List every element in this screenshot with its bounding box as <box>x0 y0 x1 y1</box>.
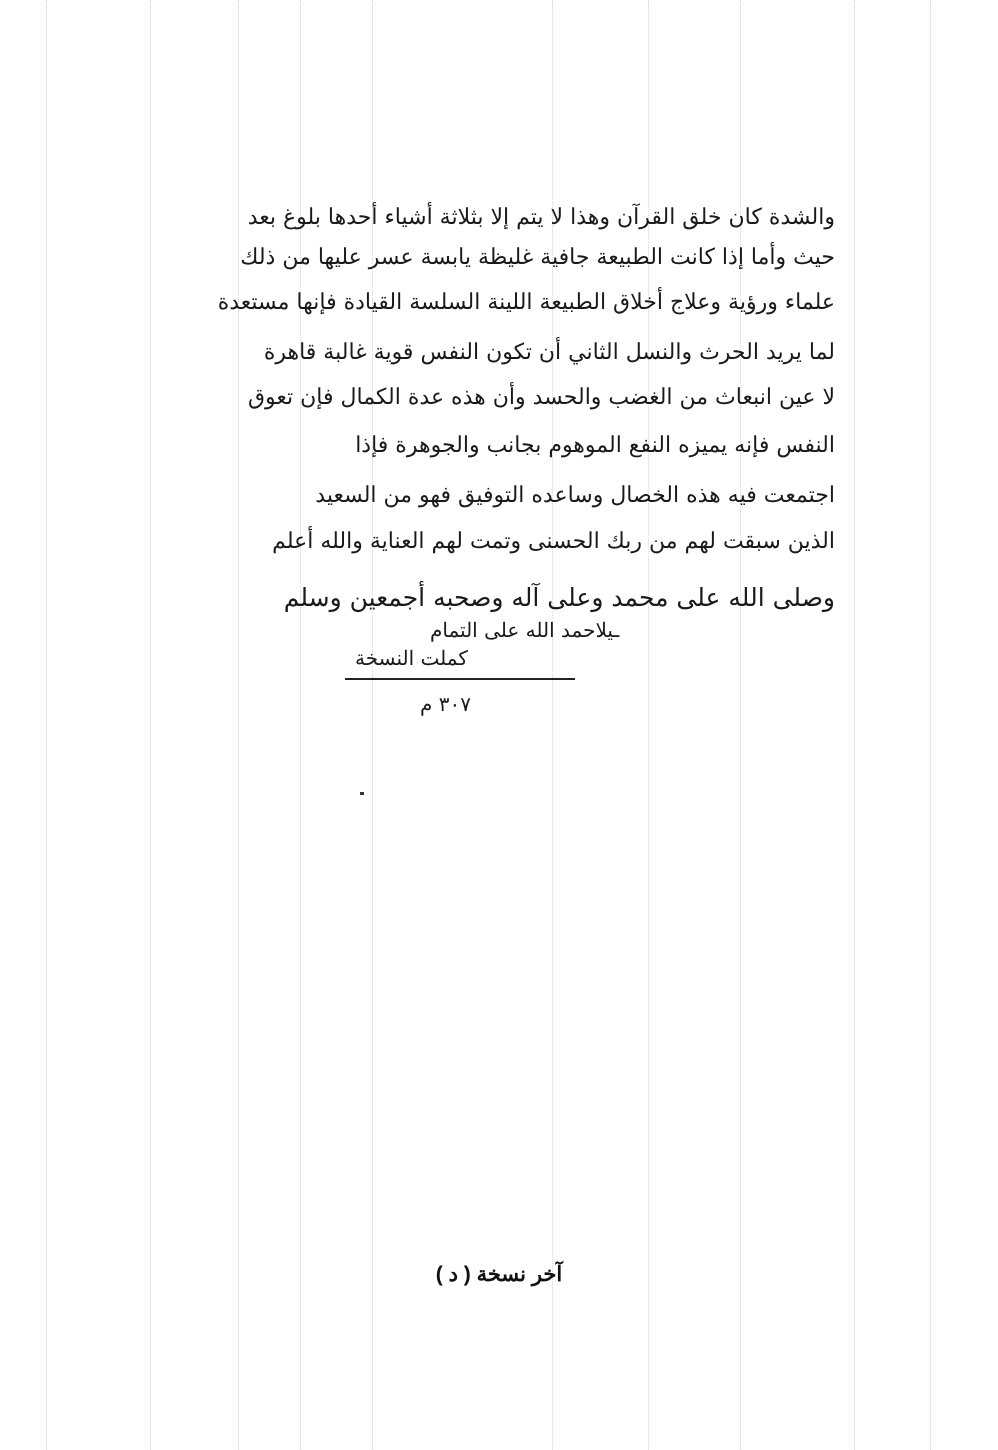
manuscript-line: وصلى الله على محمد وعلى آله وصحبه أجمعين وسلم <box>283 583 835 612</box>
closing-prefix: ـيلاحمد الله على التمام <box>430 618 620 642</box>
manuscript-line: علماء ورؤية وعلاج أخلاق الطبيعة اللينة السلسة القيادة فإنها مستعدة <box>217 290 835 315</box>
scan-guide <box>46 0 47 1450</box>
manuscript-line: الذين سبقت لهم من ربك الحسنى وتمت لهم العناية والله أعلم <box>272 529 835 554</box>
colophon-underline <box>345 678 575 680</box>
manuscript-line: حيث وأما إذا كانت الطبيعة جافية غليظة يابسة عسر عليها من ذلك <box>240 245 835 270</box>
page-caption: آخر نسخة ( د ) <box>435 1263 563 1286</box>
manuscript-line: لا عين انبعاث من الغضب والحسد وأن هذه عدة الكمال فإن تعوق <box>247 385 835 410</box>
folio-number: ٣٠٧ م <box>420 692 471 716</box>
colophon: كملت النسخة <box>355 646 468 670</box>
scan-guide <box>150 0 151 1450</box>
manuscript-line: اجتمعت فيه هذه الخصال وساعده التوفيق فهو من السعيد <box>315 483 835 508</box>
manuscript-line: النفس فإنه يميزه النفع الموهوم بجانب والجوهرة فإذا <box>355 433 835 458</box>
manuscript-line: والشدة كان خلق القرآن وهذا لا يتم إلا بثلاثة أشياء أحدها بلوغ بعد <box>247 205 835 230</box>
scan-speck <box>360 792 364 795</box>
scan-guide <box>238 0 239 1450</box>
scan-guide <box>930 0 931 1450</box>
scan-guide <box>854 0 855 1450</box>
manuscript-line: لما يريد الحرث والنسل الثاني أن تكون النفس قوية غالبة قاهرة <box>263 340 835 365</box>
